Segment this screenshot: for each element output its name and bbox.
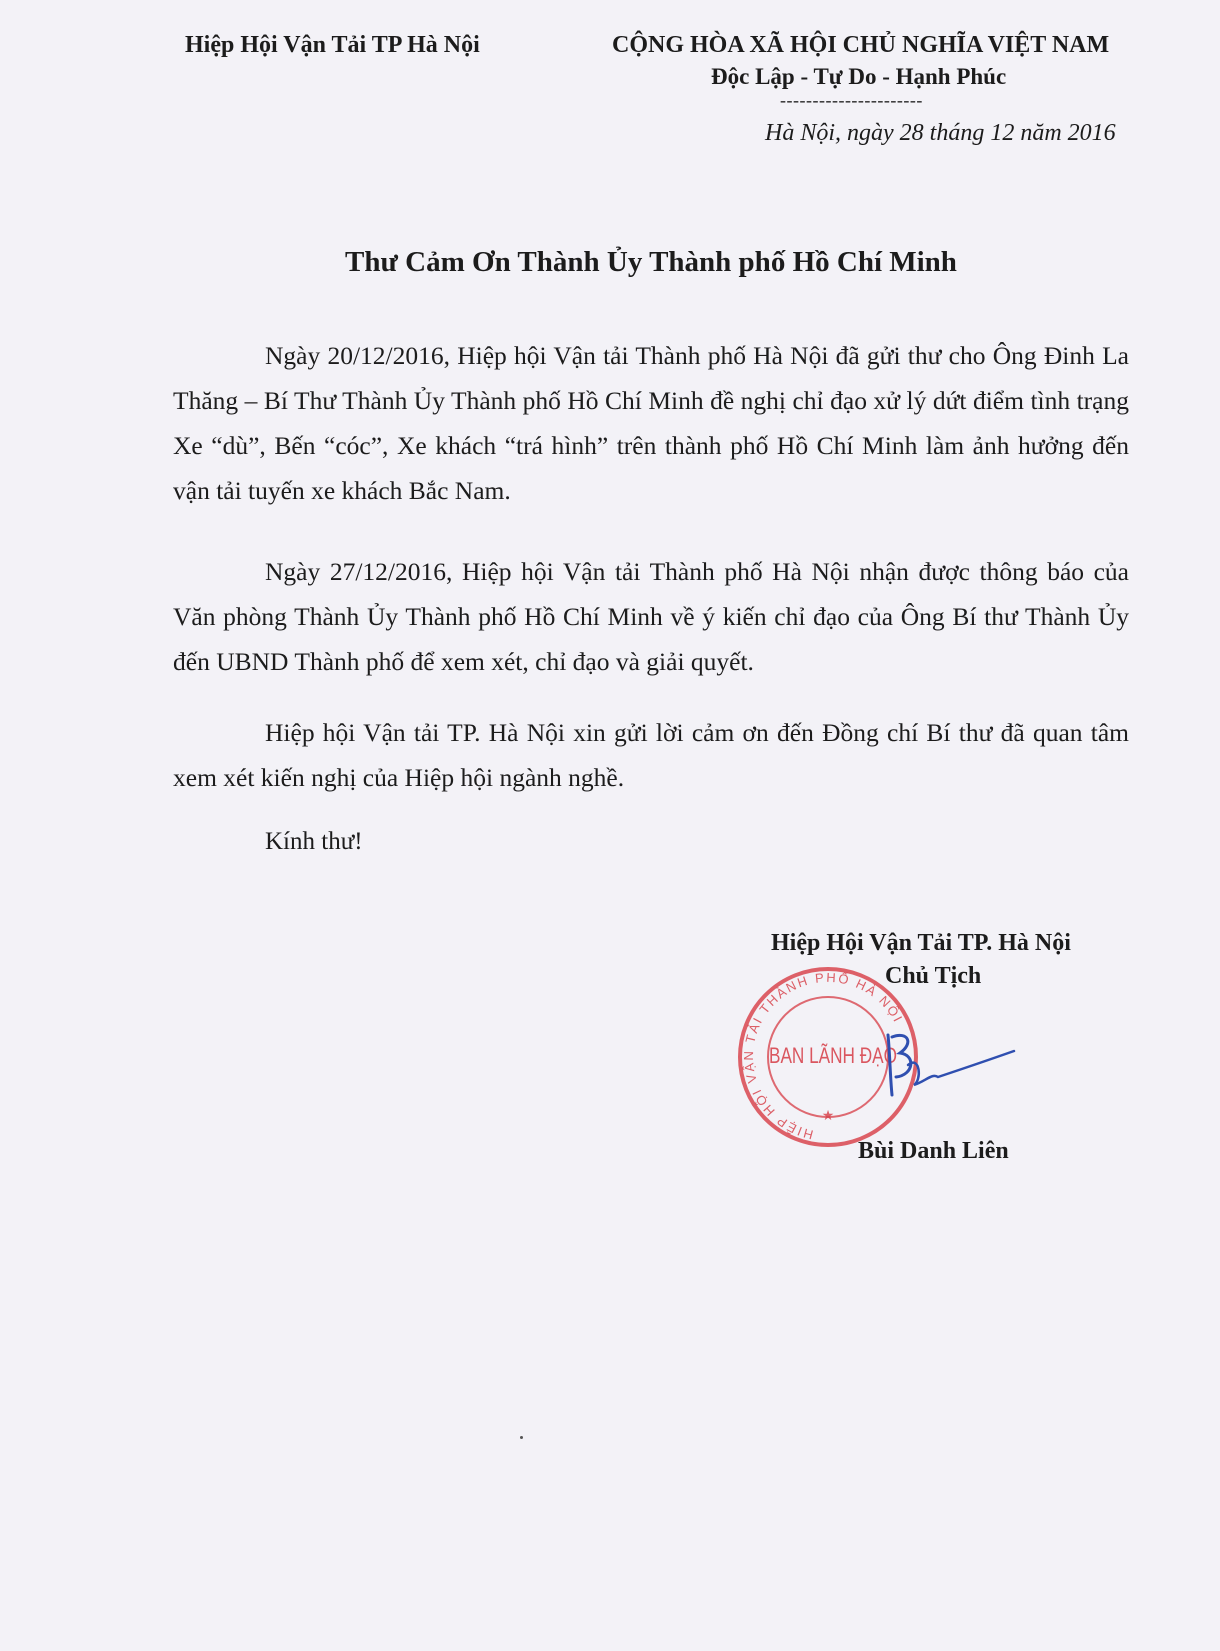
signatory-name: Bùi Danh Liên — [858, 1138, 1009, 1164]
body-paragraph: Ngày 20/12/2016, Hiệp hội Vận tải Thành phố Hà Nội đã gửi thư cho Ông Đinh La Thăng – Bí Thư Thành Ủy Thành phố Hồ Chí Minh đề nghị chỉ đạo xử lý dứt điểm tình trạng Xe “dù”, Bến “cóc”, Xe khách “trá hình” trên thành phố Hồ Chí Minh làm ảnh hưởng đến vận tải tuyến xe khách Bắc Nam. — [173, 341, 1129, 505]
signature-organization: Hiệp Hội Vận Tải TP. Hà Nội — [771, 930, 1071, 956]
handwritten-signature — [880, 1025, 1020, 1105]
national-title: CỘNG HÒA XÃ HỘI CHỦ NGHĨA VIỆT NAM — [612, 32, 1110, 58]
scan-speck — [520, 1436, 523, 1439]
document-title: Thư Cảm Ơn Thành Ủy Thành phố Hồ Chí Minh — [345, 246, 957, 278]
national-motto: Độc Lập - Tự Do - Hạnh Phúc — [711, 64, 1007, 89]
stamp-ring-text: HIỆP HỘI VẬN TẢI THÀNH PHỐ HÀ NỘI — [740, 969, 907, 1143]
header-divider: ---------------------- — [780, 90, 923, 110]
stamp-center-text: BAN LÃNH ĐẠO — [769, 1043, 897, 1068]
signature-role: Chủ Tịch — [885, 963, 982, 989]
date-line: Hà Nội, ngày 28 tháng 12 năm 2016 — [765, 120, 1116, 146]
body-paragraph: Ngày 27/12/2016, Hiệp hội Vận tải Thành phố Hà Nội nhận được thông báo của Văn phòng Thành Ủy Thành phố Hồ Chí Minh về ý kiến chỉ đạo của Ông Bí thư Thành Ủy đến UBND Thành phố để xem xét, chỉ đạo và giải quyết. — [173, 557, 1129, 676]
svg-text:★: ★ — [821, 1109, 835, 1124]
body-paragraph: Hiệp hội Vận tải TP. Hà Nội xin gửi lời cảm ơn đến Đồng chí Bí thư đã quan tâm xem xét kiến nghị của Hiệp hội ngành nghề. — [173, 718, 1129, 792]
closing-salutation: Kính thư! — [265, 828, 363, 855]
issuing-organization: Hiệp Hội Vận Tải TP Hà Nội — [185, 32, 480, 58]
